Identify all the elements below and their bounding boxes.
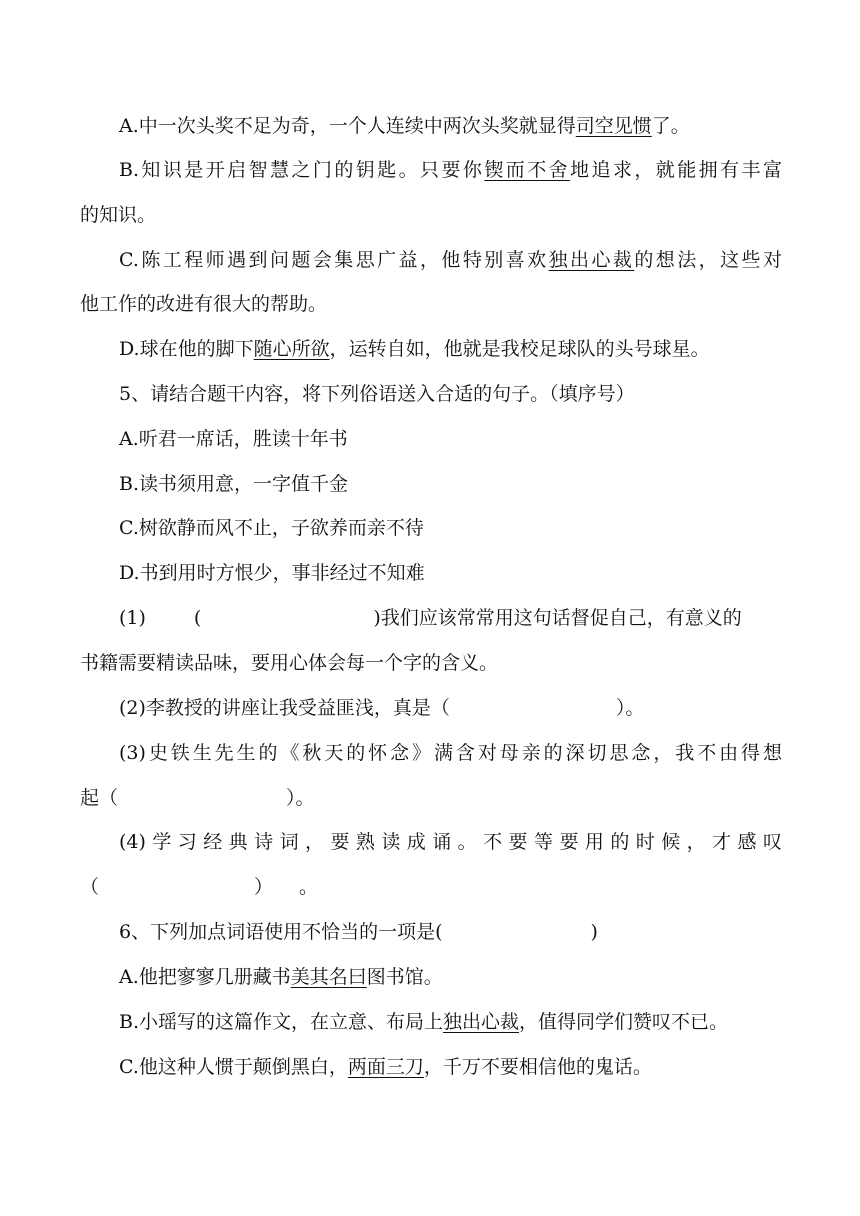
option-text: B.知识是开启智慧之门的钥匙。只要你 — [119, 159, 485, 181]
option-text: A.他把寥寥几册藏书 — [119, 966, 291, 988]
q5-option-b: B.读书须用意，一字值千金 — [119, 473, 349, 495]
q5-option-a: A.听君一席话，胜读十年书 — [119, 428, 348, 450]
sentence-text: )我们应该常常用这句话督促自己，有意义的 — [373, 607, 742, 629]
q5-sentence-4: (4)学习经典诗词，要熟读成诵。不要等要用的时候，才感叹 — [119, 831, 782, 853]
bracket-close: ) — [590, 921, 598, 943]
q5-option-d: D.书到用时方恨少，事非经过不知难 — [119, 562, 425, 584]
period: 。 — [299, 876, 319, 898]
bracket-close: ）。 — [615, 697, 645, 719]
question-text: 6、下列加点词语使用不恰当的一项是( — [119, 921, 443, 943]
bracket-close: ）。 — [286, 787, 315, 809]
underlined-idiom: 独出心裁 — [548, 249, 635, 271]
bracket-open: （ — [80, 876, 100, 898]
q5-sentence-1 — [119, 604, 782, 632]
option-text: C.陈工程师遇到问题会集思广益，他特别喜欢 — [119, 249, 549, 271]
sentence-number: (1) — [119, 607, 146, 629]
q4-option-c-continued: 他工作的改进有很大的帮助。 — [80, 293, 328, 315]
q5-option-c: C.树欲静而风不止，子欲养而亲不待 — [119, 517, 424, 539]
option-text: 了。 — [651, 115, 690, 137]
q5-sentence-3-continued — [80, 784, 782, 812]
q4-option-a — [119, 112, 782, 140]
option-text: ，值得同学们赞叹不已。 — [519, 1011, 729, 1033]
q6-option-b — [119, 1008, 782, 1036]
underlined-idiom: 两面三刀 — [347, 1056, 424, 1078]
underlined-idiom: 美其名曰 — [290, 966, 367, 988]
bracket-open: ( — [193, 607, 202, 629]
q5-sentence-2 — [119, 694, 782, 722]
q4-option-c — [119, 246, 782, 274]
option-text: ，千万不要相信他的鬼话。 — [423, 1056, 652, 1078]
bracket-close: ） — [254, 876, 274, 898]
q4-option-b-continued: 的知识。 — [80, 204, 157, 226]
underlined-idiom: 随心所欲 — [253, 338, 330, 360]
underlined-idiom: 锲而不舍 — [484, 159, 571, 181]
option-text: D.球在他的脚下 — [119, 338, 254, 360]
bracket-open: 起（ — [80, 787, 119, 809]
underlined-idiom: 独出心裁 — [443, 1011, 520, 1033]
option-text: ，运转自如，他就是我校足球队的头号球星。 — [329, 338, 710, 360]
option-text: A.中一次头奖不足为奇，一个人连续中两次头奖就显得 — [119, 115, 576, 137]
option-text: C.他这种人惯于颠倒黑白， — [119, 1056, 348, 1078]
option-text: 图书馆。 — [366, 966, 443, 988]
option-text: 地追求，就能拥有丰富 — [570, 159, 782, 181]
q5-stem: 5、请结合题干内容，将下列俗语送入合适的句子。（填序号） — [119, 383, 635, 405]
q6-option-c — [119, 1053, 782, 1081]
underlined-idiom: 司空见惯 — [575, 115, 652, 137]
q4-option-d — [119, 335, 782, 363]
q6-stem — [119, 918, 782, 946]
q4-option-b — [119, 156, 782, 184]
q5-sentence-3: (3)史铁生先生的《秋天的怀念》满含对母亲的深切思念，我不由得想 — [119, 742, 782, 764]
option-text: 的想法，这些对 — [634, 249, 782, 271]
q5-sentence-1-continued: 书籍需要精读品味，要用心体会每一个字的含义。 — [80, 652, 499, 674]
q6-option-a — [119, 963, 782, 991]
sentence-text: (2)李教授的讲座让我受益匪浅，真是（ — [119, 697, 450, 719]
q5-sentence-4-continued — [80, 873, 782, 901]
option-text: B.小瑶写的这篇作文，在立意、布局上 — [119, 1011, 444, 1033]
